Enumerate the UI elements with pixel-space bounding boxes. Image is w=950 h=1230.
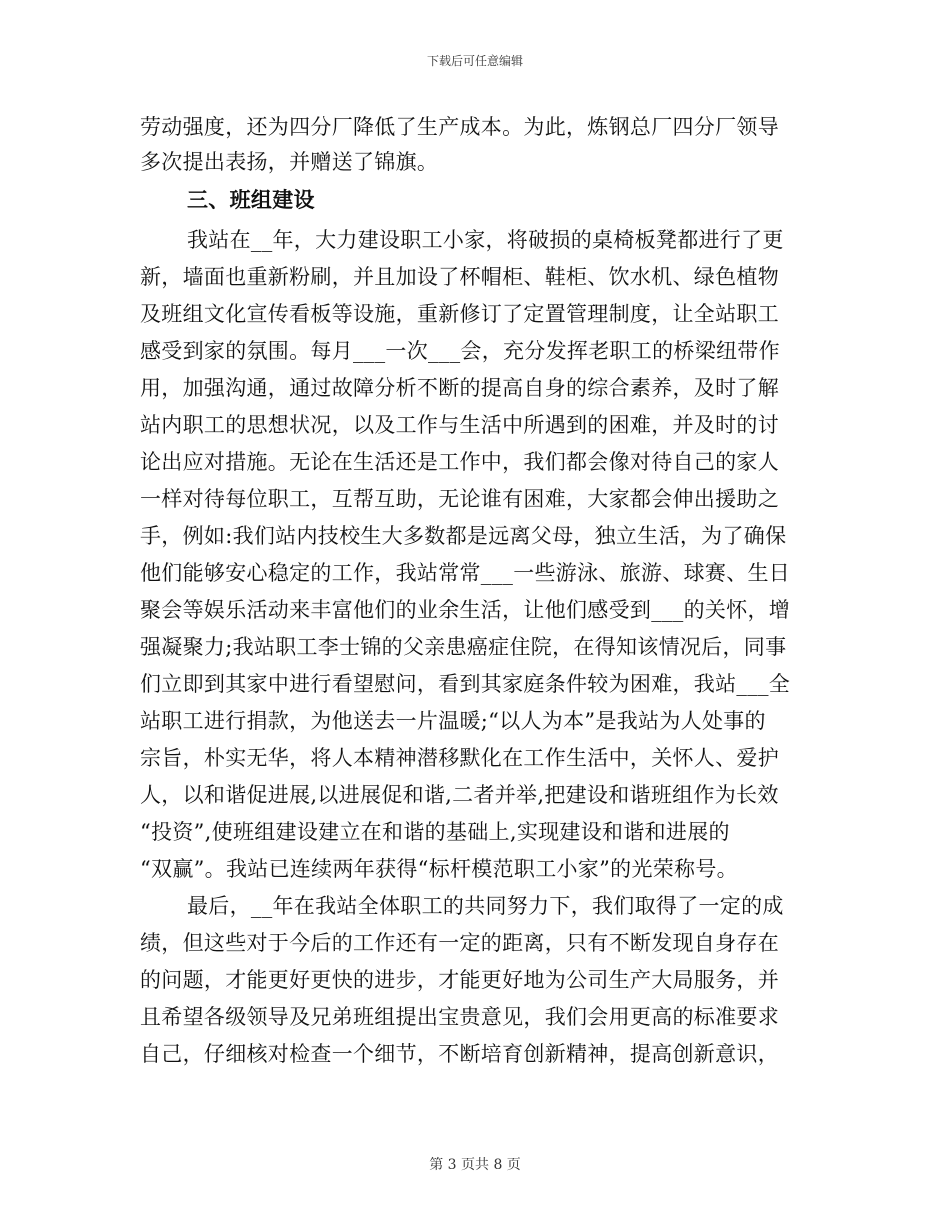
paragraph-line: 我站在__年，大力建设职工小家，将破损的桌椅板凳都进行了更 xyxy=(187,228,784,252)
paragraph-line: 聚会等娱乐活动来丰富他们的业余生活，让他们感受到___的关怀，增 xyxy=(140,598,791,622)
paragraph-line: 多次提出表扬，并赠送了锦旗。 xyxy=(140,150,439,174)
paragraph-line: 感受到家的氛围。每月___一次___会，充分发挥老职工的桥梁纽带作 xyxy=(140,339,780,363)
paragraph-line: “投资”,使班组建设建立在和谐的基础上,实现建设和谐和进展的 xyxy=(140,820,730,844)
paragraph-line: 站内职工的思想状况，以及工作与生活中所遇到的困难，并及时的讨 xyxy=(140,413,779,437)
page-footer: 第 3 页共 8 页 xyxy=(429,1157,521,1173)
paragraph-line: 人，以和谐促进展,以进展促和谐,二者并举,把建设和谐班组作为长效 xyxy=(140,783,779,807)
paragraph-line: 新，墙面也重新粉刷，并且加设了杯帽柜、鞋柜、饮水机、绿色植物 xyxy=(140,265,779,289)
paragraph-line: 及班组文化宣传看板等设施，重新修订了定置管理制度，让全站职工 xyxy=(140,302,779,326)
paragraph-line: 一样对待每位职工，互帮互助，无论谁有困难，大家都会伸出援助之 xyxy=(140,487,779,511)
paragraph-line: 自己，仔细核对检查一个细节，不断培育创新精神，提高创新意识， xyxy=(140,1042,779,1066)
paragraph-line: 手，例如:我们站内技校生大多数都是远离父母，独立生活，为了确保 xyxy=(140,524,787,548)
paragraph-line: 站职工进行捐款，为他送去一片温暖;“以人为本”是我站为人处事的 xyxy=(140,709,766,733)
paragraph-line: 用，加强沟通，通过故障分析不断的提高自身的综合素养，及时了解 xyxy=(140,376,779,400)
paragraph-line: 他们能够安心稳定的工作，我站常常___一些游泳、旅游、球赛、生日 xyxy=(140,561,791,585)
paragraph-line: 劳动强度，还为四分厂降低了生产成本。为此，炼钢总厂四分厂领导 xyxy=(140,115,779,139)
paragraph-line: 宗旨，朴实无华，将人本精神潜移默化在工作生活中，关怀人、爱护 xyxy=(140,746,779,770)
paragraph-line: 且希望各级领导及兄弟班组提出宝贵意见，我们会用更高的标准要求 xyxy=(140,1005,779,1029)
paragraph-line: 的问题，才能更好更快的进步，才能更好地为公司生产大局服务，并 xyxy=(140,968,779,992)
paragraph-line: 最后，__年在我站全体职工的共同努力下，我们取得了一定的成 xyxy=(187,894,784,918)
paragraph-line: 们立即到其家中进行看望慰问，看到其家庭条件较为困难，我站___全 xyxy=(140,672,791,696)
paragraph-line: 强凝聚力;我站职工李士锦的父亲患癌症住院，在得知该情况后，同事 xyxy=(140,635,787,659)
paragraph-line: 绩，但这些对于今后的工作还有一定的距离，只有不断发现自身存在 xyxy=(140,931,779,955)
paragraph-line: 论出应对措施。无论在生活还是工作中，我们都会像对待自己的家人 xyxy=(140,450,779,474)
paragraph-line: “双赢”。我站已连续两年获得“标杆模范职工小家”的光荣称号。 xyxy=(140,857,738,881)
page-header: 下载后可任意编辑 xyxy=(426,54,523,68)
section-heading: 三、班组建设 xyxy=(187,187,315,212)
